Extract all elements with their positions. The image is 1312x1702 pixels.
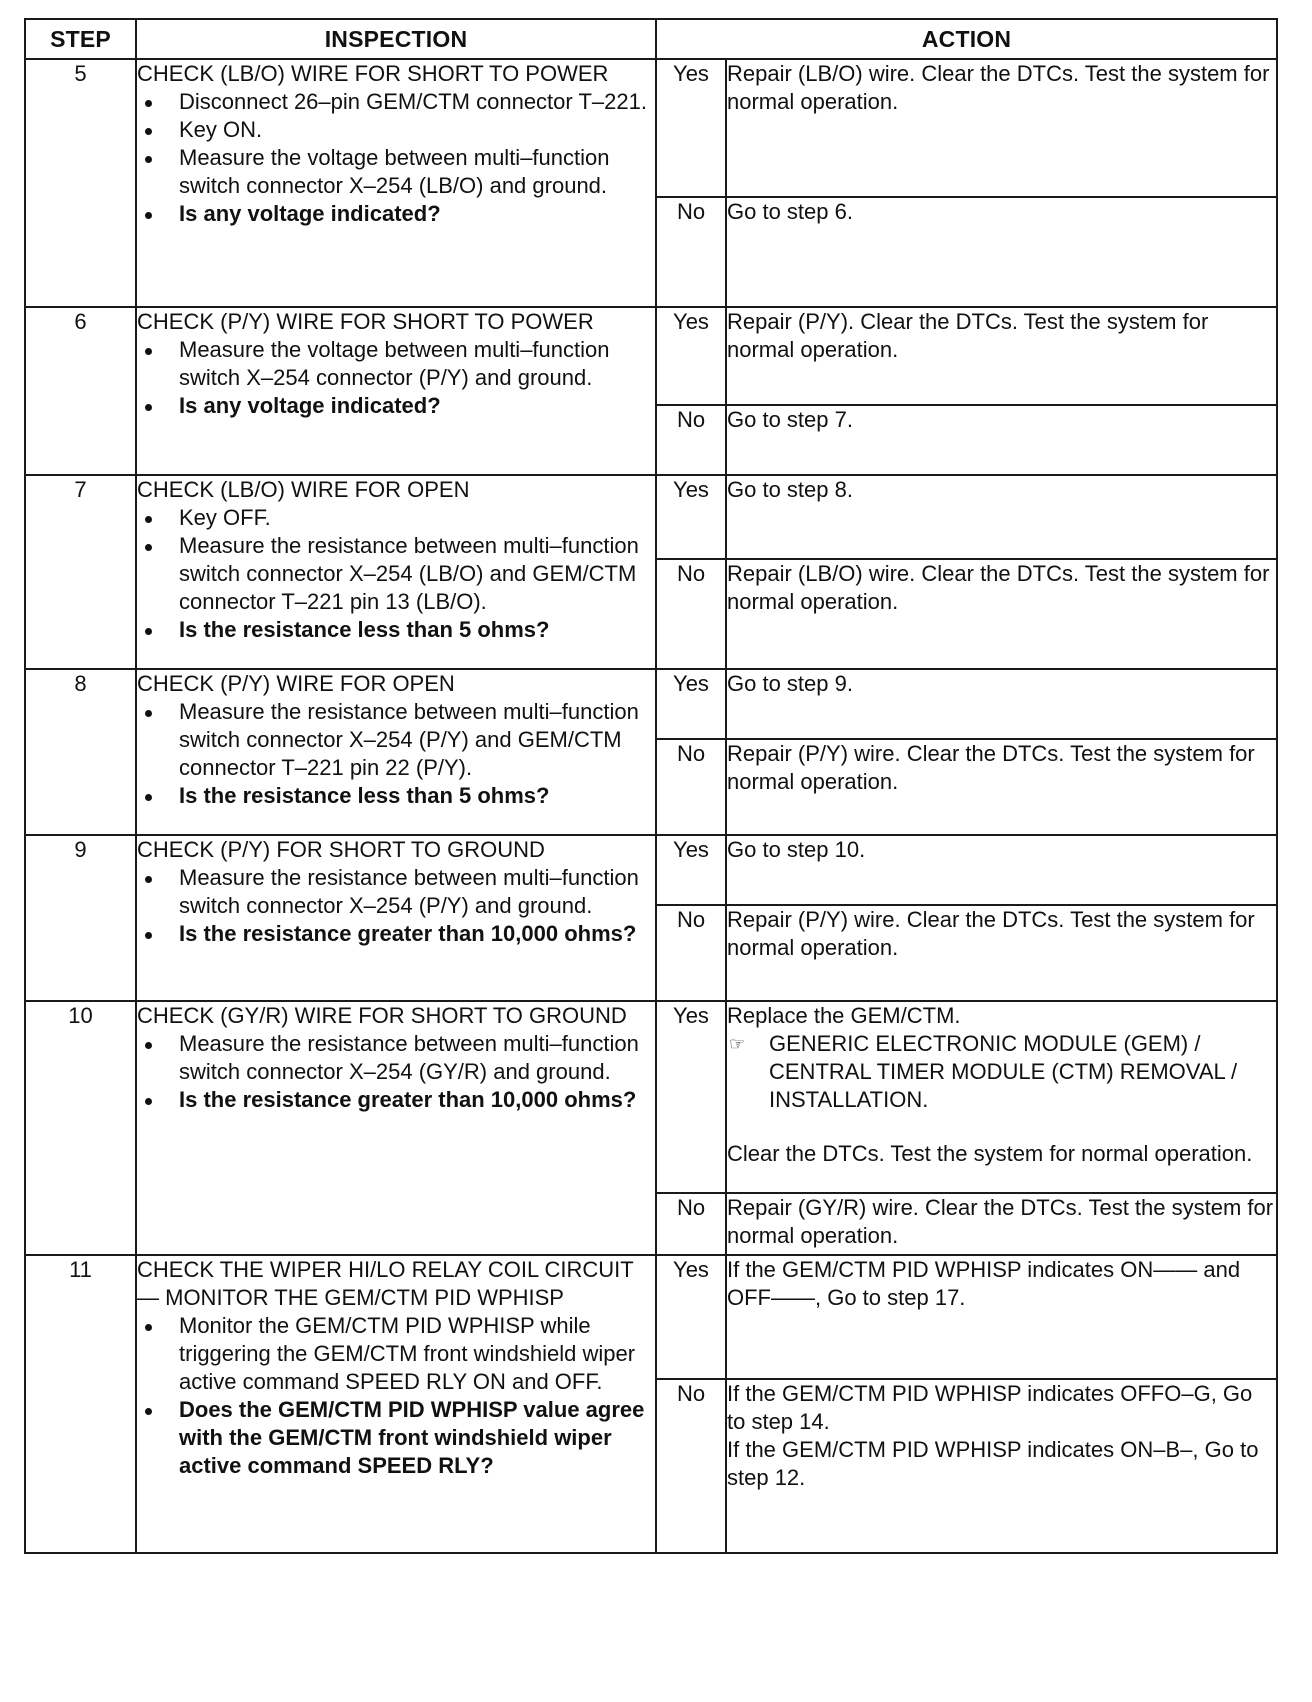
inspection-cell (136, 475, 656, 669)
step-7-yes-row (25, 475, 1277, 559)
inspection-bullets (137, 504, 655, 644)
pinpoint-test-table (24, 18, 1278, 1554)
action-text: Clear the DTCs. Test the system for normal operation. (727, 1141, 1253, 1166)
answer-yes: Yes (656, 59, 726, 197)
inspection-question: Is the resistance less than 5 ohms? (137, 782, 655, 810)
step-5-yes-row (25, 59, 1277, 197)
inspection-heading: CHECK (P/Y) WIRE FOR OPEN (137, 671, 455, 696)
action-no: Go to step 7. (726, 405, 1277, 475)
inspection-cell (136, 1255, 656, 1553)
action-yes: Repair (LB/O) wire. Clear the DTCs. Test the system for normal operation. (726, 59, 1277, 197)
inspection-heading: CHECK (LB/O) WIRE FOR SHORT TO POWER (137, 61, 609, 86)
inspection-cell (136, 1001, 656, 1255)
inspection-cell (136, 307, 656, 475)
inspection-heading: CHECK (GY/R) WIRE FOR SHORT TO GROUND (137, 1003, 627, 1028)
inspection-bullet: Key ON. (137, 116, 655, 144)
step-8-yes-row (25, 669, 1277, 739)
inspection-question: Is any voltage indicated? (137, 200, 655, 228)
inspection-cell (136, 835, 656, 1001)
inspection-bullets (137, 864, 655, 948)
answer-yes: Yes (656, 835, 726, 905)
step-6-yes-row (25, 307, 1277, 405)
spacer (727, 1114, 1276, 1140)
action-no: Repair (LB/O) wire. Clear the DTCs. Test the system for normal operation. (726, 559, 1277, 669)
action-yes: Go to step 8. (726, 475, 1277, 559)
reference-link[interactable]: GENERIC ELECTRONIC MODULE (GEM) / CENTRAL TIMER MODULE (CTM) REMOVAL / INSTALLATION. (769, 1031, 1238, 1112)
action-yes: Repair (P/Y). Clear the DTCs. Test the system for normal operation. (726, 307, 1277, 405)
inspection-cell (136, 669, 656, 835)
action-no: Repair (P/Y) wire. Clear the DTCs. Test the system for normal operation. (726, 905, 1277, 1001)
answer-no: No (656, 405, 726, 475)
action-text: Replace the GEM/CTM. (727, 1003, 961, 1028)
step-number: 9 (25, 835, 136, 1001)
action-text: If the GEM/CTM PID WPHISP indicates ON–B–, Go to step 12. (727, 1437, 1259, 1490)
inspection-heading: CHECK (P/Y) FOR SHORT TO GROUND (137, 837, 545, 862)
action-yes: If the GEM/CTM PID WPHISP indicates ON—— and OFF——, Go to step 17. (726, 1255, 1277, 1379)
answer-no: No (656, 905, 726, 1001)
inspection-bullet: Measure the resistance between multi–function switch connector X–254 (LB/O) and GEM/CTM connector T–221 pin 13 (LB/O). (137, 532, 655, 616)
action-text: If the GEM/CTM PID WPHISP indicates OFFO–G, Go to step 14. (727, 1381, 1253, 1434)
inspection-bullet: Measure the resistance between multi–function switch connector X–254 (P/Y) and ground. (137, 864, 655, 920)
answer-no: No (656, 739, 726, 835)
action-no (726, 1379, 1277, 1553)
inspection-question: Is the resistance greater than 10,000 ohms? (137, 1086, 655, 1114)
pointing-hand-icon: ☞ (729, 1034, 746, 1054)
header-step: STEP (25, 19, 136, 59)
diagnostic-table-container (24, 18, 1278, 1554)
inspection-bullet: Measure the resistance between multi–function switch connector X–254 (P/Y) and GEM/CTM connector T–221 pin 22 (P/Y). (137, 698, 655, 782)
inspection-question: Does the GEM/CTM PID WPHISP value agree with the GEM/CTM front windshield wiper active command SPEED RLY? (137, 1396, 655, 1480)
action-yes: Go to step 10. (726, 835, 1277, 905)
service-reference (727, 1030, 1276, 1114)
answer-yes: Yes (656, 475, 726, 559)
inspection-bullets (137, 88, 655, 228)
step-number: 6 (25, 307, 136, 475)
inspection-heading: CHECK THE WIPER HI/LO RELAY COIL CIRCUIT — MONITOR THE GEM/CTM PID WPHISP (137, 1257, 634, 1310)
inspection-question: Is the resistance less than 5 ohms? (137, 616, 655, 644)
inspection-heading: CHECK (LB/O) WIRE FOR OPEN (137, 477, 470, 502)
answer-no: No (656, 197, 726, 307)
header-inspection: INSPECTION (136, 19, 656, 59)
inspection-heading: CHECK (P/Y) WIRE FOR SHORT TO POWER (137, 309, 594, 334)
answer-no: No (656, 1193, 726, 1255)
step-11-yes-row (25, 1255, 1277, 1379)
step-10-yes-row (25, 1001, 1277, 1193)
inspection-bullets (137, 1030, 655, 1114)
step-number: 8 (25, 669, 136, 835)
inspection-bullet: Measure the voltage between multi–function switch X–254 connector (P/Y) and ground. (137, 336, 655, 392)
inspection-bullet: Monitor the GEM/CTM PID WPHISP while triggering the GEM/CTM front windshield wiper active command SPEED RLY ON and OFF. (137, 1312, 655, 1396)
action-no: Repair (P/Y) wire. Clear the DTCs. Test the system for normal operation. (726, 739, 1277, 835)
inspection-cell (136, 59, 656, 307)
action-yes: Go to step 9. (726, 669, 1277, 739)
inspection-bullets (137, 1312, 655, 1480)
action-yes (726, 1001, 1277, 1193)
inspection-question: Is the resistance greater than 10,000 ohms? (137, 920, 655, 948)
answer-no: No (656, 559, 726, 669)
answer-yes: Yes (656, 669, 726, 739)
answer-yes: Yes (656, 307, 726, 405)
inspection-bullet: Disconnect 26–pin GEM/CTM connector T–221. (137, 88, 655, 116)
step-number: 10 (25, 1001, 136, 1255)
action-no: Go to step 6. (726, 197, 1277, 307)
inspection-bullet: Measure the voltage between multi–function switch connector X–254 (LB/O) and ground. (137, 144, 655, 200)
inspection-bullets (137, 698, 655, 810)
step-number: 11 (25, 1255, 136, 1553)
inspection-bullet: Measure the resistance between multi–function switch connector X–254 (GY/R) and ground. (137, 1030, 655, 1086)
step-number: 7 (25, 475, 136, 669)
inspection-question: Is any voltage indicated? (137, 392, 655, 420)
inspection-bullets (137, 336, 655, 420)
answer-yes: Yes (656, 1255, 726, 1379)
header-action: ACTION (656, 19, 1277, 59)
step-number: 5 (25, 59, 136, 307)
inspection-bullet: Key OFF. (137, 504, 655, 532)
table-header-row (25, 19, 1277, 59)
step-9-yes-row (25, 835, 1277, 905)
action-no: Repair (GY/R) wire. Clear the DTCs. Test the system for normal operation. (726, 1193, 1277, 1255)
answer-yes: Yes (656, 1001, 726, 1193)
answer-no: No (656, 1379, 726, 1553)
